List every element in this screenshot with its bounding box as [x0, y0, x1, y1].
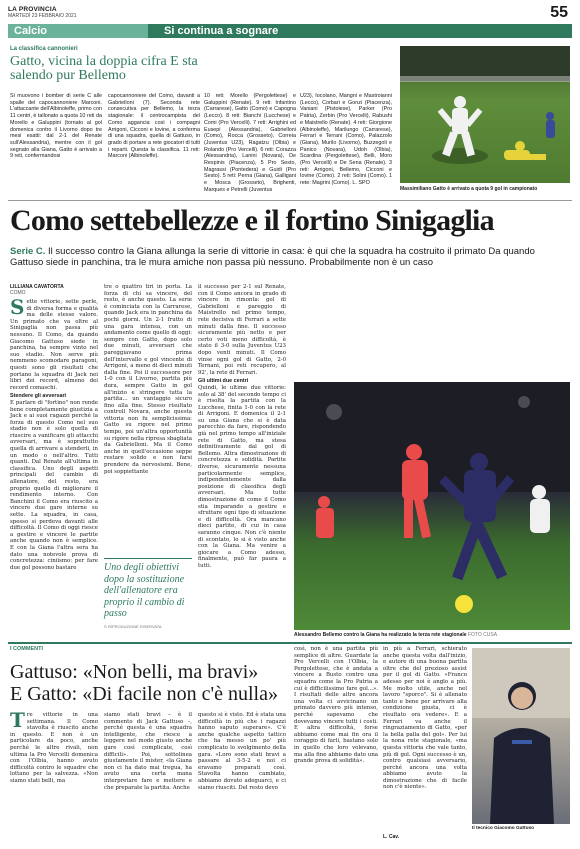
pull-quote-text: Uno degli obiettivi dopo la sostituzione dell'allenatore era proprio il cambio di passo — [104, 562, 185, 619]
bellemo-action-photo — [294, 382, 570, 630]
byline-author: LILLIANA CAVATORTA — [10, 284, 64, 290]
top-story-column-2: capocannoniere del Como, davanti a Gabrielloni (7). Seconda rete consecutiva per Bellemo, la terza stagionale: il centrocampista del Como aggancia così i compagni Arrigoni, Cicconi e Iovine, a conferma di una squadra, quella di Gattuso, in grado di portare a rete giocatori di tutti i reparti. Questa la classifica. 11 reti: Marconi (Albinoleffe). — [108, 93, 200, 160]
main-col1-text: ette vittorie, sette perle, di diversa forma e qualità ma delle stesse valore. Un primato che va oltre al Sinigaglia non passa più nessuno. Il Como, da quando Giacomo Gattuso siede in panchina, ha sempre vinto nel suo stadio. Non serve più nemmeno scomodare paragoni, questi sono gli risultati che portano la squadra di Jack nei libri dei record, almeno dei record comaschi. — [10, 299, 98, 391]
gattuso-portrait-photo — [472, 648, 570, 824]
section-name: Calcio — [14, 25, 48, 37]
main-subheadline — [10, 246, 570, 268]
subheadline-lead: Serie C. — [10, 246, 46, 257]
top-story-kicker: La classifica cannonieri — [10, 46, 78, 52]
main-subhead-2: Gli ultimi due centri — [198, 378, 249, 385]
main-col3b-text: Quindi, le ultime due vittorie: solo al 38' del secondo tempo ci è risolta la partita con la Lucchese, finita 1-0 con la rete di Arrigoni. E domenica il 2-1 su una Giana che si è data parecchio da fare, rispondendo già nel primo tempo all'iniziale rete di Gatto, ma stesa definitivamente dal gol di Bellemo. Altra dimostrazione di concretezza e solidità. Partite diverse, sicuramente nessuna particolarmente semplice, indipendentemente dalla posizione di classifica degli avversari. Ma tutte dimostrazione di come il Como stia imparando a gestire e sfruttare ogni tipo di situazione e di difficoltà. Ora mancano dieci partite, di cui in casa saranno cinque. Non c'è niente di scontato, lo si è visto anche con la Giana. Ma venire a giocare a Como adesso, finalmente, può far paura a tutti. — [198, 384, 286, 569]
newspaper-name: LA PROVINCIA — [8, 6, 57, 13]
main-column-3 — [198, 284, 286, 570]
comments-column-3: questo si è visto. Ed è stata una difficoltà in più che i ragazzi hanno saputo superare». C'è anche qualche aspetto tattico che ha messo un po' più complicato lo svolgimento della gara. «Loro sono stati bravi a passare al 3-5-2 e noi ci eravamo preparati così. Stavolta hanno cambiato, abbiamo dovuto adeguarci, e ci siamo riusciti. Del resto devo — [198, 712, 286, 791]
main-col3-text: il successo per 2-1 sul Renate, con il Como ancora in grado di vincere in rimonta: gol di Gabrielloni e pareggio di Maistrello nel primo tempo, rete decisiva di Ferrari a sette minuti dalla fine. Il successo sicuramente più netto e per certo voti meno difficoltà, è stato il 3-0 sulla Juventus U23 dopo venti minuti. Il Como vinse ogni gol di Gatto, 2-0 Ternani, poi reti recupero, al 92', la rete di Ferrari. — [198, 284, 286, 376]
comments-headline-1: Gattuso: «Non belli, ma bravi» — [10, 661, 259, 683]
top-story-column-3: 10 reti: Morello (Pergolettese) e Galuppini (Renate). 9 reti: Infantino (Carrarese), Gatto (Como) e Capogna (Lecco). 8 reti: Bianchi (Lucchese) e Comi (Pro Vercelli). 7 reti: Arrighini ed Eusepi (Alessandria), Gabrielloni (Como), Rocca (Grosseto), Correia (Juventus U23), Ragatzu (Olbia) e Rolando (Pro Vercelli). 6 reti: Corazza (Alessandria), Lanini (Novara), De Respinis (Piacenza), 5 Pro Sesto, Magrassi (Pontedera) e Guidi (Pro Sesto). 5 reti: Perna (Giana), Galligani e Mosca (Grosseto), Brighenti, Marques e Petrelli (Juventus — [204, 93, 296, 193]
divider — [8, 200, 572, 201]
main-col1b-text: E parlare di "fortino" non rende bene completamente giustizia a Jack e ai suoi ragazzi perché la forza di questo Como nel suo stadio non è solo quella di riuscire a vanificare gli attacchi avversari, ma è soprattutto quella di arrivare a stenderli, in un modo o nell'altro. Tutti quanti. Dal Renate all'ultima in classifica. Uno degli aspetti principali del cambio di allenatore, del resto, era proprio quello di migliorare il rendimento interno. Con Banchini il Como era riuscito a vincere due gare interne su sette. La squadra, in casa, spesso si perdeva davanti alle difficoltà. Il Como di oggi riesce a gestire e vincere le partite anche quando non è semplice. E con la Giana l'altra sera ha dato una notevole prova di concretezza: ciniismo: per fare due gol possono bastare — [10, 399, 98, 571]
comments-kicker: I COMMENTI — [10, 646, 43, 652]
copyright-note: © RIPRODUZIONE RISERVATA — [104, 624, 162, 629]
main-col2-text: tre o quattro tiri in porta. La forza di chi sa vincere, del resto, è anche questo. La serie è cominciata con la Carrarese, quando Jack era in panchina da pochi giorni. Un 2-1 frutto di una gara intensa, con un andamento come quello di oggi: sempre con Gatto, dopo solo due minuti, avversari che pareggiavano prima dell'intervallo e gol vincente di Arrigoni, a meno di dieci minuti dalla fine. Poi il successore per 1-0 con il Livorno, partita più dura, sempre Gatto in gol all'inizio e stringere tutta la partita... un vantaggio sicuro fino alla fine. Stesso risultato controll Novara, anche questa vittoria non fu semplicissima: Gatto su rigore nel primo tempo, poi un'altra opportunità su rigore nella ripresa sbagliata da Gabrielloni. Ma il Como anche in quell'occasione seppe restare solido e non farsi prendere da nervosismi. Bene, poi soppiettante — [104, 284, 192, 475]
pull-quote — [104, 558, 192, 620]
issue-date: MARTEDÌ 23 FEBBRAIO 2021 — [8, 13, 77, 19]
drop-cap: T — [10, 708, 25, 732]
main-column-1 — [10, 295, 98, 571]
byline-place: COMO — [10, 290, 26, 296]
comments-column-4: così, non è una partita più semplice di altre. Guardate la Pro Vercelli con l'Olbia, la Pergolettese, che è andata a vincere a Busto contro una squadra come la Pro Patria a cui è difficilissimo fare gol...». I risultati delle altre ancora una volta ci avvicinano un primato davvero più intenso, perché sapevamo che dovevamo vincere tutti i costi. E altra difficoltà, forse abbiamo come mai fin ora il coraggio di farli, bastano solo in quello che loro volevano, ma alla fine abbiamo dato una grande prova di solidità». — [294, 646, 378, 765]
comments-column-2: siamo stati bravi – è il commento di Jack Gattuso –, perché questa è una squadra intelligente, che riesce a leggere nel modo giusto anche gare così complicate, così difficili». Poi, sottolinea giustamente il mister, «la Giana non ci ha dato mai tregua, ha avuto una certa mana interpretare fare e mettere e che preparate la partita. Anche — [104, 712, 192, 791]
main-headline: Como settebellezze e il fortino Sinigaglia — [10, 204, 494, 237]
main-column-2 — [104, 284, 192, 475]
top-story-column-1: Si muovono i bomber di serie C alle spalle del capocannoniere Marconi. L'attaccante dell'Albinoleffe, primo con 11 centri, è tallonato a quota 10 reti da Morello e Galuppini (tornato al gol domenica contro il Livorno dopo tre mesi esatti: dal 2-1 del Renate sull'Alessandria), mentre con il gol segnato alla Giana, Gatto è arrivato a 9 reti, confermandosi — [10, 93, 102, 160]
main-photo-caption — [294, 632, 570, 638]
comments-column-5: in più a Ferrari, schierato anche questa volta dall'inizio, e autore di una buona partita oltre che del prezioso assist per il gol di Gatto. «Franco adesso per noi è anglo a più. Me molto utile, anche nel lavoro "sporco". Si è allenato tanto e bene per arrivare alla condizione giusta, ci è risultato ora vedere». E a Ferrari va anche il ringraziamento di Gatto, «per la bella palla del gol». Per lui la nona rete stagionale, «ma questa vittoria che vale tanto, più di gol. Ogni successo è un, contro qualsiasi avversario, perché ancora una volta abbiamo avuto la dimostrazione che di facile non c'è niente». — [383, 646, 467, 791]
comments-col1-text: re vittorie in una settimana. Il Como stavolta è riuscito anche in questo. E non è un particolare da poco, anche perché le altre rivali, non ultima la Pro Vercelli domenica con l'Olbia, hanno avuto difficoltà contro le squadre che lottano per la salvezza. «Non siamo stati belli, ma — [10, 712, 98, 784]
page-number: 55 — [550, 4, 568, 21]
top-story-headline: Gatto, vicina la doppia cifra E sta salendo pur Bellemo — [10, 54, 198, 83]
main-photo-caption-text: Alessandro Bellemo contro la Giana ha realizzato la terza rete stagionale — [294, 632, 467, 638]
divider — [8, 642, 572, 644]
photo-credit: FOTO CUSA — [467, 632, 498, 638]
comments-column-1 — [10, 708, 98, 785]
top-photo-caption: Massimiliano Gatto è arrivato a quota 9 gol in campionato — [400, 186, 538, 192]
main-subhead-1: Stendere gli avversari — [10, 393, 67, 400]
portrait-caption: Il tecnico Giacomo Gattuso — [472, 826, 535, 831]
drop-cap: S — [10, 295, 25, 319]
gatto-celebration-photo — [400, 46, 570, 183]
top-story-column-4: U23), Iocolano, Mangni e Mastroianni (Lecco), Corbari e Gonzi (Piacenza), Vaniani (Pistoiese), Parker (Pro Patria), Zerbin (Pro Vercelli), Rabushi e Maistrello (Renate). 4 reti: Giorgione (Albinoleffe), Marilungo (Carrarese), Ferrari e Terrani (Como), Palazzolo (Giana), Murilo (Livorno), Buzzegoli e Panico (Novara), Udoh (Olbia), Scardina (Pergolettese), Belli, Moro (Pro Vercelli) e De Sena (Renate). 3 reti: Arrigoni, Bellemo, Cicconi e Iovine (Como). 2 reti: Solini (Como). 1 rete: Magrini (Como). L. SPO — [300, 93, 392, 187]
comments-headline-2: E Gatto: «Di facile non c'è nulla» — [10, 683, 278, 705]
comments-author: L. Cav. — [383, 834, 400, 840]
section-title: Si continua a sognare — [164, 25, 279, 37]
subheadline-text: Il successo contro la Giana allunga la serie di vittorie in casa: è qui che la squadra ha costruito il primato Da quando Gattuso siede in panchina, tra le mura amiche non passa più nessuno. Probabilmente non è un caso — [10, 246, 535, 268]
